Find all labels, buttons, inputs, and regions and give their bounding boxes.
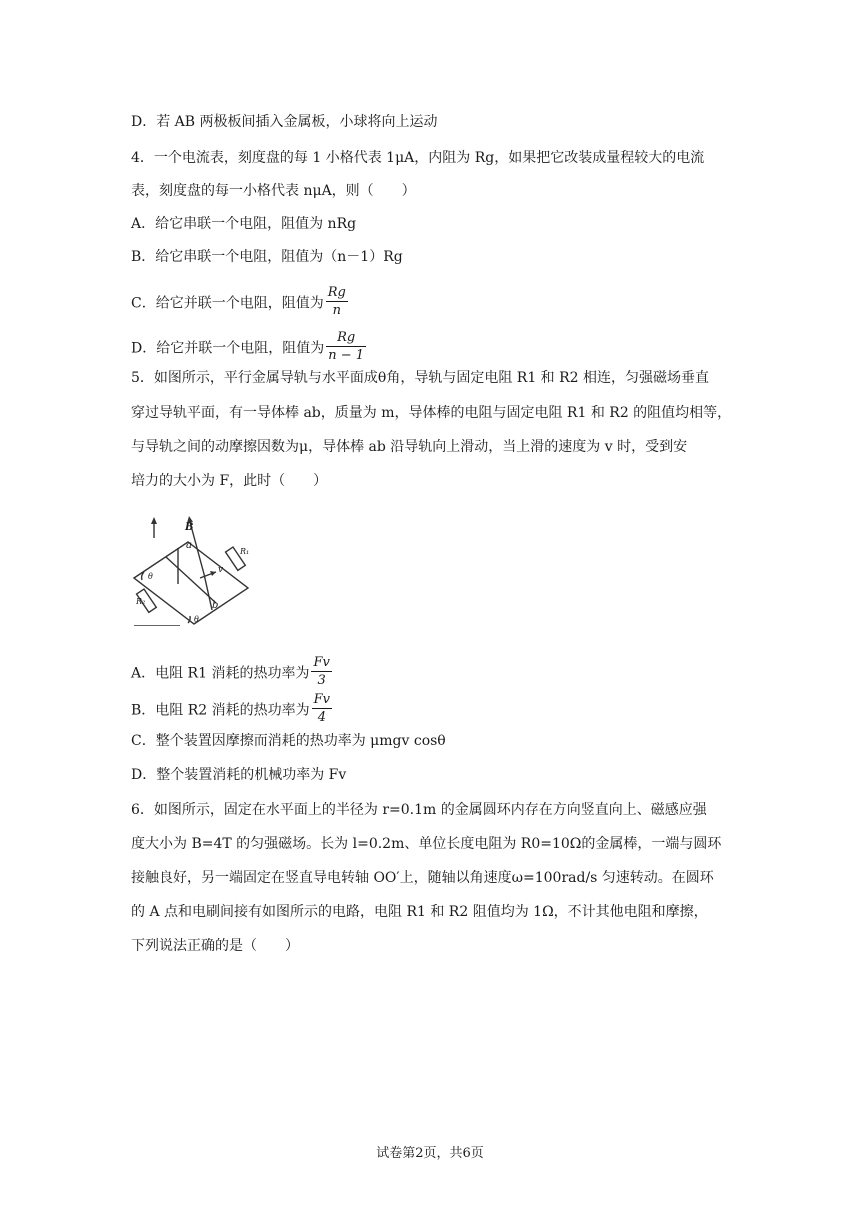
label-r1: R₁ xyxy=(240,547,250,556)
q4-option-c-numerator: Rg xyxy=(327,285,346,300)
q5-option-b-numerator: Fv xyxy=(313,692,331,707)
q6-line3: 接触良好，另一端固定在竖直导电转轴 OO′上，随轴以角速度ω=100rad/s 匀速转动。在圆环 xyxy=(131,870,714,886)
q4-option-b: B．给它串联一个电阻，阻值为（n－1）Rg xyxy=(131,249,403,265)
q5-option-c: C．整个装置因摩擦而消耗的热功率为 μmgv cosθ xyxy=(131,733,446,749)
q4-stem-line1: 4．一个电流表，刻度盘的每 1 小格代表 1μA，内阻为 Rg，如果把它改装成量程较大的电流 xyxy=(131,150,705,166)
q4-option-c xyxy=(131,286,348,321)
q6-line2: 度大小为 B=4T 的匀强磁场。长为 l=0.2m、单位长度电阻为 R0=10Ω的金属棒，一端与圆环 xyxy=(131,836,722,852)
q5-option-d: D．整个装置消耗的机械功率为 Fv xyxy=(131,767,347,783)
label-b-field: B xyxy=(185,522,194,533)
q5-option-b-fraction xyxy=(312,691,332,726)
q4-option-d-numerator: Rg xyxy=(326,329,366,347)
q5-option-a xyxy=(131,656,332,691)
q3-option-d: D．若 AB 两极板间插入金属板，小球将向上运动 xyxy=(131,114,438,130)
q5-stem-line3: 与导轨之间的动摩擦因数为μ，导体棒 ab 沿导轨向上滑动，当上滑的速度为 v 时，受到安 xyxy=(131,439,688,455)
label-b: b xyxy=(212,600,219,611)
q6-line4: 的 A 点和电刷间接有如图所示的电路，电阻 R1 和 R2 阻值均为 1Ω，不计其他电阻和摩擦， xyxy=(131,904,708,920)
q4-option-c-fraction xyxy=(326,284,348,319)
label-theta-bottom: θ xyxy=(194,615,199,624)
q4-option-d-text: D．给它并联一个电阻，阻值为 xyxy=(131,340,325,357)
q6-line1: 6．如图所示，固定在水平面上的半径为 r=0.1m 的金属圆环内存在方向竖直向上、磁感应强 xyxy=(131,802,707,818)
q5-stem-line4: 培力的大小为 F，此时（ ） xyxy=(131,473,328,489)
q4-option-d-fraction xyxy=(326,329,366,364)
q4-stem-line2: 表，刻度盘的每一小格代表 nμA，则（ ） xyxy=(131,183,416,199)
arrowhead-left xyxy=(151,517,157,524)
q5-option-b-text: B．电阻 R2 消耗的热功率为 xyxy=(131,702,310,719)
q5-circuit-figure xyxy=(130,516,254,626)
field-line-b xyxy=(204,574,212,610)
q5-option-a-fraction xyxy=(311,654,331,689)
q5-option-a-denominator: 3 xyxy=(317,673,326,688)
label-theta-top: θ xyxy=(148,572,153,581)
q4-option-c-denominator: n xyxy=(332,303,341,318)
q4-option-c-text: C．给它并联一个电阻，阻值为 xyxy=(131,295,324,312)
q4-option-a: A．给它串联一个电阻，阻值为 nRg xyxy=(131,216,357,232)
q4-option-d xyxy=(131,331,366,366)
q4-option-d-denominator: n − 1 xyxy=(328,348,365,363)
label-v: v xyxy=(218,565,224,575)
q5-option-b-denominator: 4 xyxy=(317,710,326,725)
q5-option-b xyxy=(131,693,332,728)
q5-option-a-text: A．电阻 R1 消耗的热功率为 xyxy=(131,665,310,682)
q5-stem-line1: 5．如图所示，平行金属导轨与水平面成θ角，导轨与固定电阻 R1 和 R2 相连，匀强磁场垂直 xyxy=(131,370,710,386)
q6-line5: 下列说法正确的是（ ） xyxy=(131,938,299,954)
q5-option-a-numerator: Fv xyxy=(313,655,330,670)
label-a: a xyxy=(186,540,192,551)
label-r2: R₂ xyxy=(136,597,146,606)
page-footer: 试卷第2页，共6页 xyxy=(376,1146,484,1161)
q5-stem-line2: 穿过导轨平面，有一导体棒 ab，质量为 m，导体棒的电阻与固定电阻 R1 和 R2 的阻值均相等， xyxy=(131,405,732,421)
